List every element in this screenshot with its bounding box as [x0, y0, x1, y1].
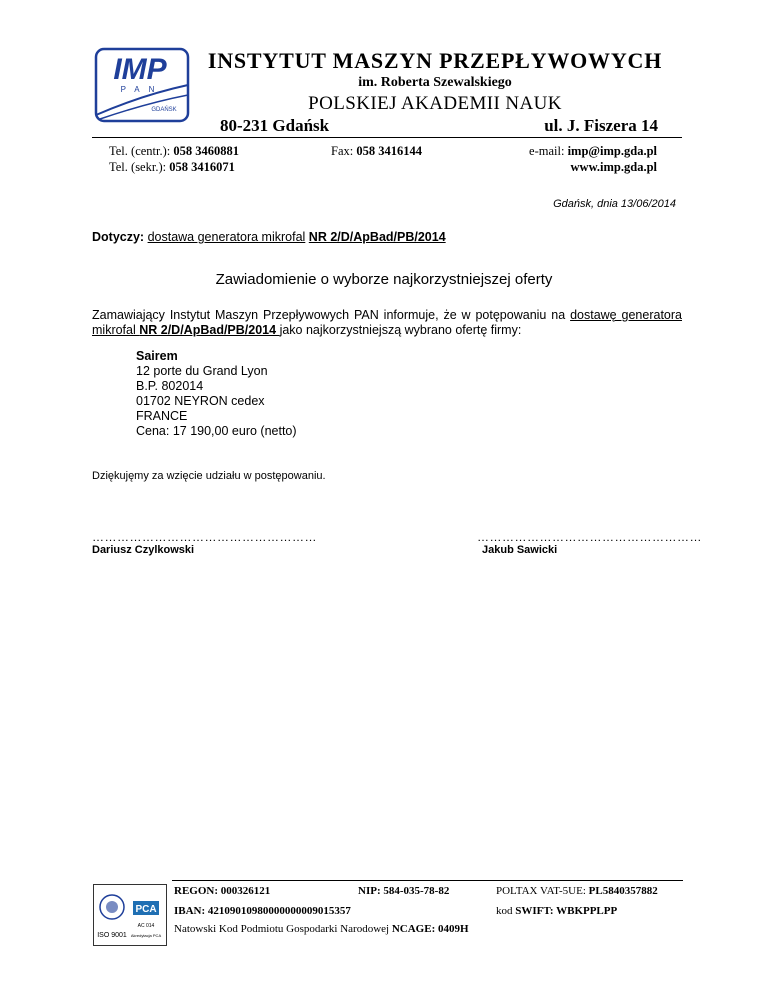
para-ref: NR 2/D/ApBad/PB/2014: [139, 323, 280, 337]
firm-country: FRANCE: [136, 409, 188, 423]
pca-label: PCA: [135, 904, 157, 915]
logo-sub-text: PAN: [120, 85, 164, 94]
accreditation-label: Akredytacja PCA: [130, 933, 162, 938]
email-link[interactable]: imp@imp.gda.pl: [567, 144, 657, 158]
firm-address-3: 01702 NEYRON cedex: [136, 394, 265, 408]
fax-number: 058 3416144: [356, 144, 422, 158]
firm-address-2: B.P. 802014: [136, 379, 204, 393]
phone-block: [109, 143, 239, 175]
notice-heading: Zawiadomienie o wyborze najkorzystniejszej oferty: [215, 271, 553, 288]
para-intro: Zamawiający Instytut Maszyn Przepływowych PAN informuje, że w potępowaniu na: [92, 308, 571, 322]
poltax-number: PL5840357882: [588, 885, 658, 897]
firm-address-1: 12 porte du Grand Lyon: [136, 364, 268, 378]
nip: NIP: 584-035-78-82: [358, 885, 450, 897]
poltax-block: [496, 885, 658, 897]
footer-divider: [172, 880, 683, 881]
street-address: ul. J. Fiszera 14: [544, 116, 658, 135]
para-subject: dostawę generatora mikrofal: [92, 308, 682, 337]
institute-logo: [92, 45, 192, 127]
ncage-code: NCAGE: 0409H: [391, 923, 469, 935]
signer-left: Dariusz Czylkowski: [92, 544, 195, 556]
logo-city-text: GDAŃSK: [151, 107, 177, 113]
regon: REGON: 000326121: [174, 885, 271, 897]
notice-paragraph: [92, 308, 682, 338]
selected-firm: [136, 349, 297, 439]
swift-block: [496, 905, 617, 917]
header-divider: [92, 137, 682, 138]
website-link[interactable]: www.imp.gda.pl: [570, 160, 657, 174]
institute-name: INSTYTUT MASZYN PRZEPŁYWOWYCH: [207, 48, 663, 73]
place-date: Gdańsk, dnia 13/06/2014: [553, 198, 676, 210]
iban: IBAN: 42109010980000000009015357: [174, 905, 351, 917]
ncage-label: Natowski Kod Podmiotu Gospodarki Narodowej: [174, 923, 392, 935]
para-end: jako najkorzystniejszą wybrano ofertę firmy:: [279, 323, 522, 337]
tel-centr: 058 3460881: [173, 144, 239, 158]
swift-label: kod: [496, 905, 516, 917]
iso-label: ISO 9001: [97, 932, 127, 939]
email-web-block: [529, 143, 657, 175]
thanks-note: Dziękujęmy za wzięcie udziału w postępowaniu.: [92, 470, 326, 482]
fax-label: Fax:: [331, 144, 357, 158]
iso-certificate-badge: [93, 884, 167, 946]
poltax-label: POLTAX VAT-5UE:: [496, 885, 589, 897]
institute-patron: im. Roberta Szewalskiego: [358, 75, 512, 90]
ncage-block: [174, 923, 469, 935]
signer-right: Jakub Sawicki: [482, 544, 558, 556]
fax-block: [331, 143, 422, 159]
offer-price: Cena: 17 190,00 euro (netto): [136, 424, 297, 438]
academy-name: POLSKIEJ AKADEMII NAUK: [308, 93, 562, 114]
subject-ref: NR 2/D/ApBad/PB/2014: [308, 230, 446, 244]
subject-text: dostawa generatora mikrofal: [147, 230, 306, 244]
subject-label: Dotyczy:: [92, 230, 145, 244]
logo-text: IMP: [113, 53, 167, 86]
swift-code: SWIFT: WBKPPLPP: [515, 905, 618, 917]
signature-line-left: ………………………………………………: [92, 530, 317, 544]
postal-city: 80-231 Gdańsk: [220, 116, 330, 135]
subject-line: [92, 230, 446, 244]
firm-name: Sairem: [136, 349, 178, 363]
ac-label: AC 014: [137, 923, 155, 929]
tel-centr-label: Tel. (centr.):: [109, 144, 174, 158]
tel-sekr: 058 3416071: [169, 160, 235, 174]
email-label: e-mail:: [529, 144, 568, 158]
signature-line-right: ………………………………………………: [477, 530, 702, 544]
tel-sekr-label: Tel. (sekr.):: [109, 160, 170, 174]
